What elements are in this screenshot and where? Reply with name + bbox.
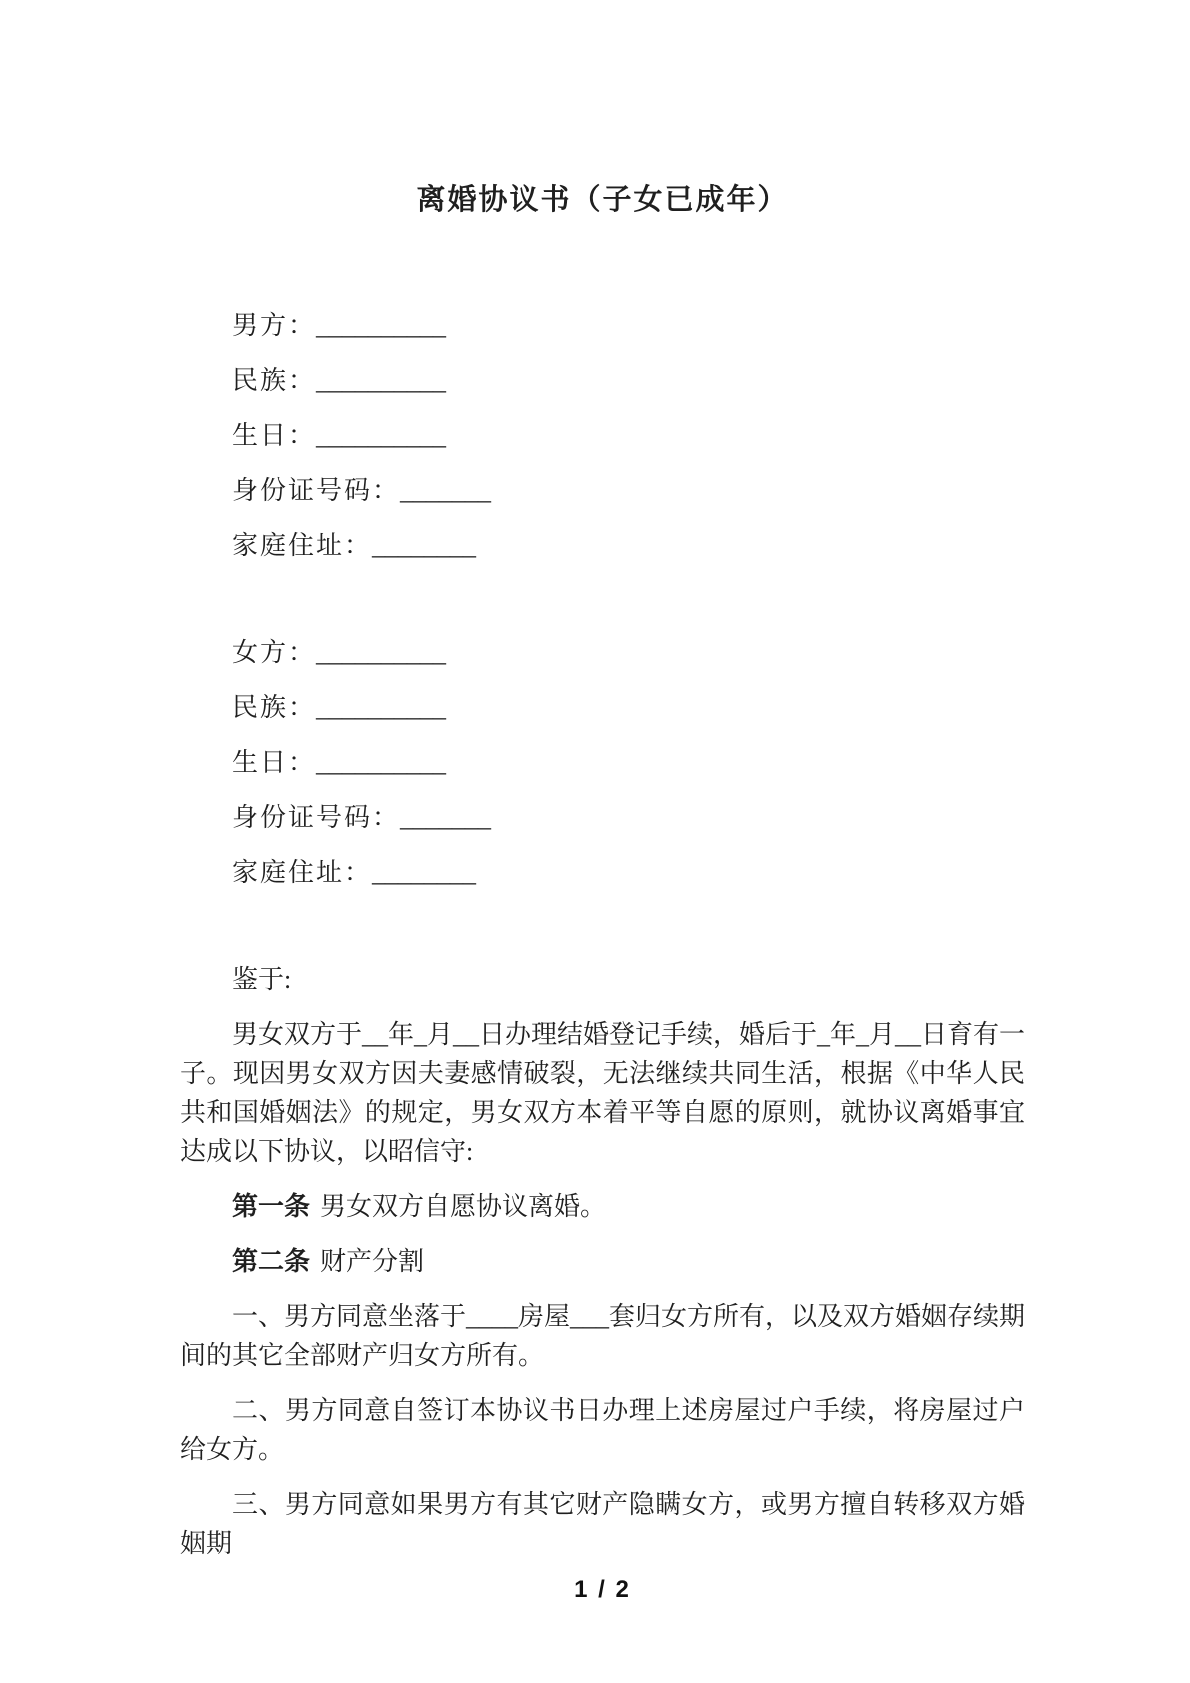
male-address-blank: ________ (372, 531, 477, 560)
field-row-male-id-number (180, 463, 1025, 518)
male-birthday-label: 生日： (232, 421, 317, 450)
article-1-text: 男女双方自愿协议离婚。 (320, 1192, 607, 1221)
whereas-label: 鉴于: (232, 965, 292, 994)
male-address-label: 家庭住址： (232, 531, 373, 560)
female-birthday-label: 生日： (232, 748, 317, 777)
field-row-female-ethnicity (180, 680, 1025, 735)
female-name-blank: __________ (316, 638, 447, 667)
female-party-fields (180, 625, 1025, 900)
field-row-female-birthday (180, 735, 1025, 790)
male-name-label: 男方： (232, 311, 317, 340)
article-1 (180, 1187, 1025, 1226)
clause-1-paragraph: 一、男方同意坐落于____房屋___套归女方所有，以及双方婚姻存续期间的其它全部财产归女方所有。 (180, 1302, 1026, 1370)
article-1-heading: 第一条 (232, 1192, 311, 1221)
male-ethnicity-blank: __________ (316, 366, 447, 395)
male-ethnicity-label: 民族： (232, 366, 317, 395)
article-2 (180, 1242, 1025, 1281)
field-row-male-ethnicity (180, 353, 1025, 408)
article-2-text: 财产分割 (320, 1247, 425, 1276)
female-address-label: 家庭住址： (232, 858, 373, 887)
male-party-fields (180, 298, 1025, 573)
page-number: 1 / 2 (574, 1576, 631, 1603)
field-row-male-name (180, 298, 1025, 353)
field-row-male-birthday (180, 408, 1025, 463)
female-id-number-blank: _______ (400, 803, 492, 832)
male-name-blank: __________ (316, 311, 447, 340)
male-birthday-blank: __________ (316, 421, 447, 450)
male-id-number-blank: _______ (400, 476, 492, 505)
field-row-female-id-number (180, 790, 1025, 845)
field-row-female-address (180, 845, 1025, 900)
clause-2-paragraph: 二、男方同意自签订本协议书日办理上述房屋过户手续，将房屋过户给女方。 (180, 1396, 1025, 1464)
female-ethnicity-blank: __________ (316, 693, 447, 722)
female-ethnicity-label: 民族： (232, 693, 317, 722)
female-id-number-label: 身份证号码： (232, 803, 401, 832)
preamble-paragraph: 男女双方于__年_月__日办理结婚登记手续，婚后于_年_月__日育有一子。现因男女双方因夫妻感情破裂，无法继续共同生活，根据《中华人民共和国婚姻法》的规定，男女双方本着平等自愿的原则，就协议离婚事宜达成以下协议，以昭信守: (180, 1020, 1026, 1166)
article-2-heading: 第二条 (232, 1247, 311, 1276)
male-id-number-label: 身份证号码： (232, 476, 401, 505)
clause-3-paragraph: 三、男方同意如果男方有其它财产隐瞒女方，或男方擅自转移双方婚姻期 (180, 1490, 1025, 1558)
field-row-female-name (180, 625, 1025, 680)
female-name-label: 女方： (232, 638, 317, 667)
female-birthday-blank: __________ (316, 748, 447, 777)
female-address-blank: ________ (372, 858, 477, 887)
document-title: 离婚协议书（子女已成年） (416, 184, 789, 216)
field-row-male-address (180, 518, 1025, 573)
